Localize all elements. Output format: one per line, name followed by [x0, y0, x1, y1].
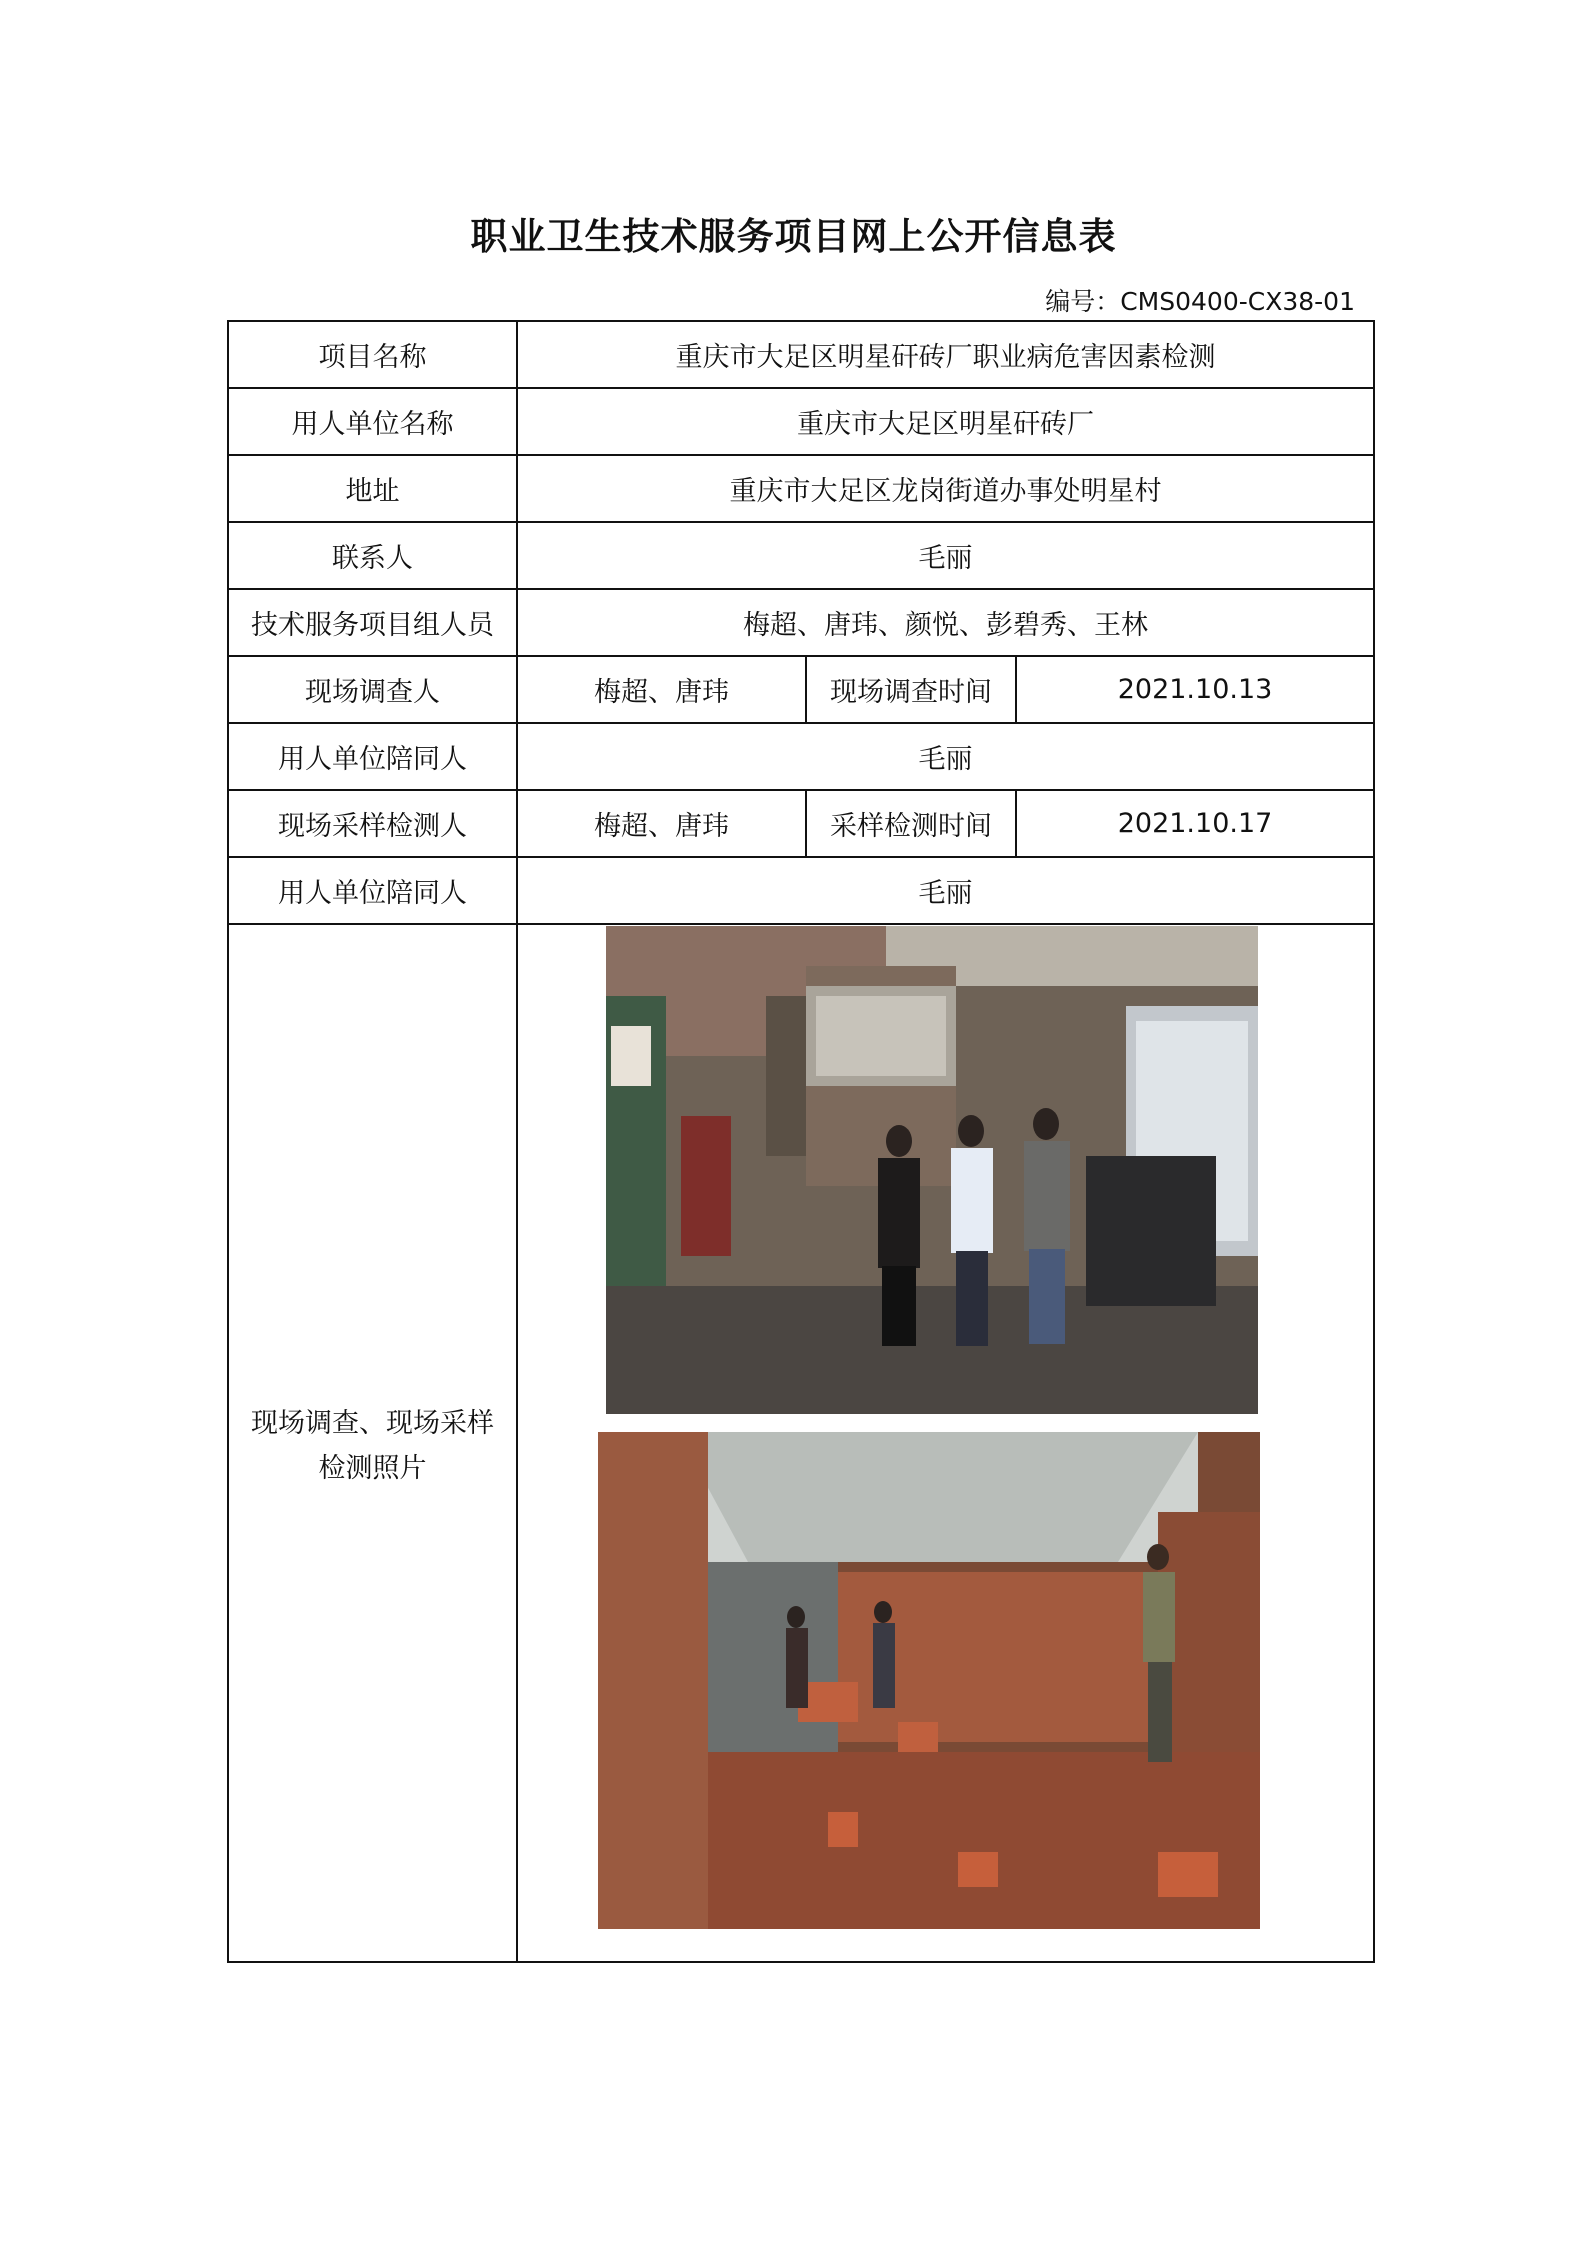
- row-project-name: [228, 321, 1374, 388]
- row-team-members: [228, 589, 1374, 656]
- row-survey: [228, 656, 1374, 723]
- escort-2-value: 毛丽: [517, 857, 1374, 924]
- employer-name-label: 用人单位名称: [228, 388, 517, 455]
- project-name-value: 重庆市大足区明星矸砖厂职业病危害因素检测: [517, 321, 1374, 388]
- row-escort-2: [228, 857, 1374, 924]
- row-photos: [228, 924, 1374, 1962]
- team-members-value: 梅超、唐玮、颜悦、彭碧秀、王林: [517, 589, 1374, 656]
- row-sampling: [228, 790, 1374, 857]
- sampling-time-value: 2021.10.17: [1016, 790, 1374, 857]
- contact-label: 联系人: [228, 522, 517, 589]
- escort-2-label: 用人单位陪同人: [228, 857, 517, 924]
- sampling-photo: [598, 1432, 1260, 1929]
- address-value: 重庆市大足区龙岗街道办事处明星村: [517, 455, 1374, 522]
- photos-container: [518, 926, 1373, 1960]
- info-table: [227, 320, 1375, 1963]
- survey-time-label: 现场调查时间: [806, 656, 1016, 723]
- survey-value: 梅超、唐玮: [517, 656, 806, 723]
- survey-time-value: 2021.10.13: [1016, 656, 1374, 723]
- address-label: 地址: [228, 455, 517, 522]
- row-address: [228, 455, 1374, 522]
- escort-1-label: 用人单位陪同人: [228, 723, 517, 790]
- row-contact: [228, 522, 1374, 589]
- sampling-label: 现场采样检测人: [228, 790, 517, 857]
- photos-label-line-1: 现场调查、现场采样: [251, 1408, 494, 1439]
- sampling-time-label: 采样检测时间: [806, 790, 1016, 857]
- row-employer-name: [228, 388, 1374, 455]
- employer-name-value: 重庆市大足区明星矸砖厂: [517, 388, 1374, 455]
- contact-value: 毛丽: [517, 522, 1374, 589]
- photos-label: [228, 924, 517, 1962]
- page-title: 职业卫生技术服务项目网上公开信息表: [470, 215, 1117, 258]
- project-name-label: 项目名称: [228, 321, 517, 388]
- escort-1-value: 毛丽: [517, 723, 1374, 790]
- document-number: 编号：CMS0400-CX38-01: [1045, 287, 1355, 316]
- sampling-value: 梅超、唐玮: [517, 790, 806, 857]
- photos-cell: [517, 924, 1374, 1962]
- row-escort-1: [228, 723, 1374, 790]
- photos-label-line-2: 检测照片: [318, 1453, 427, 1484]
- site-survey-photo: [606, 926, 1258, 1414]
- survey-label: 现场调查人: [228, 656, 517, 723]
- team-members-label: 技术服务项目组人员: [228, 589, 517, 656]
